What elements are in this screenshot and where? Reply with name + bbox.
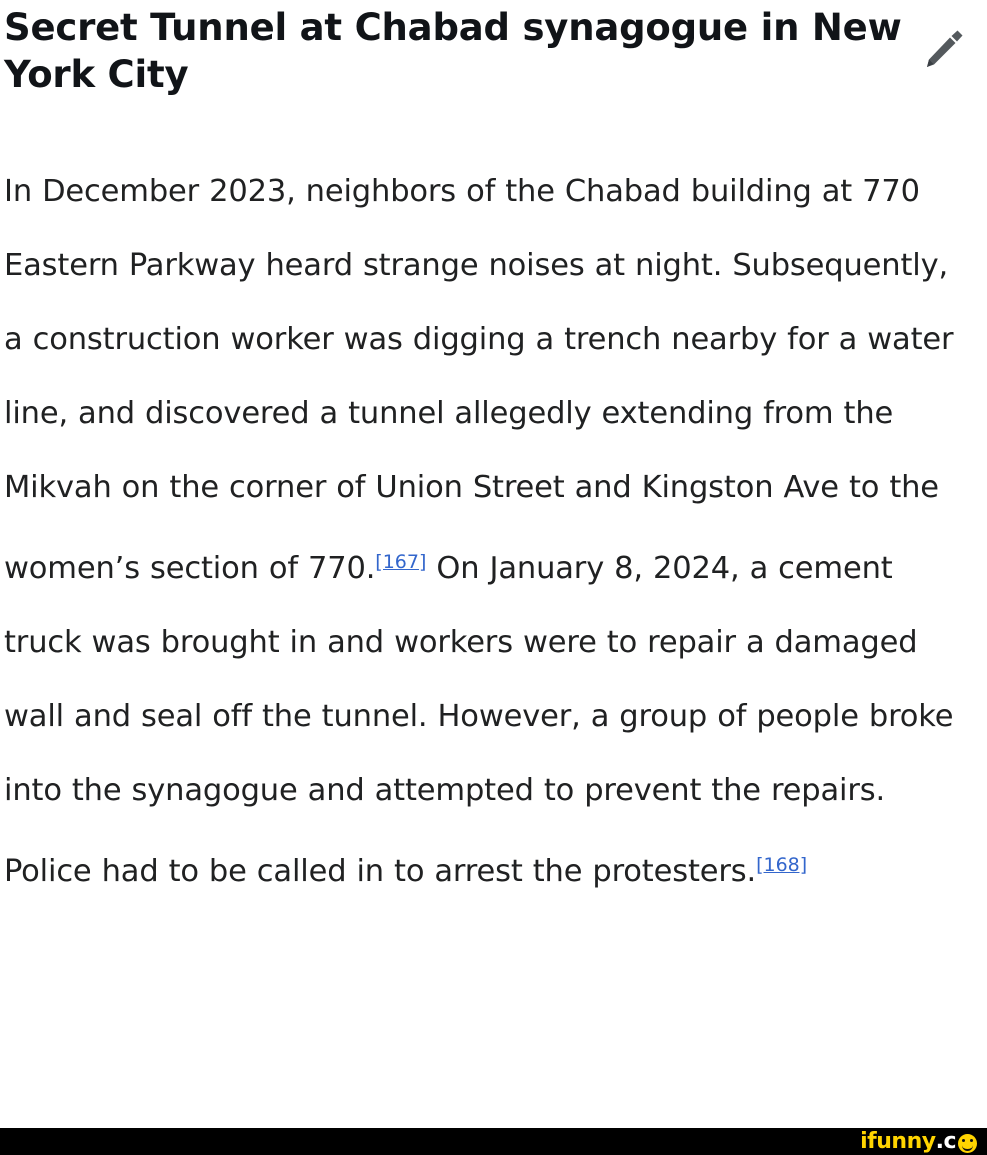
ifunny-watermark <box>860 1128 977 1155</box>
reference-link-168[interactable]: [168] <box>756 853 808 876</box>
reference-link-167[interactable]: [167] <box>375 550 427 573</box>
smiley-face-icon <box>958 1134 977 1153</box>
paragraph-text-part-1: In December 2023, neighbors of the Chabad building at 770 Eastern Parkway heard strange noises at night. Subsequently, a construction worker was digging a trench nearby for a water line, and discovered a tunnel allegedly extending from the Mikvah on the corner of Union Street and Kingston Ave to the women’s section of 770. <box>4 173 954 586</box>
paragraph-text-part-2: On January 8, 2024, a cement truck was brought in and workers were to repair a damaged wall and seal off the tunnel. However, a group of people broke into the synagogue and attempted to prevent the repairs. Police had to be called in to arrest the protesters. <box>4 550 954 889</box>
pencil-edit-icon[interactable] <box>921 24 967 70</box>
footer-bar <box>0 1128 987 1155</box>
article-paragraph <box>4 155 973 909</box>
watermark-dot: .c <box>935 1129 956 1154</box>
watermark-text: ifunny <box>860 1129 936 1154</box>
page-title: Secret Tunnel at Chabad synagogue in New York City <box>4 6 902 97</box>
article-header <box>4 0 973 99</box>
